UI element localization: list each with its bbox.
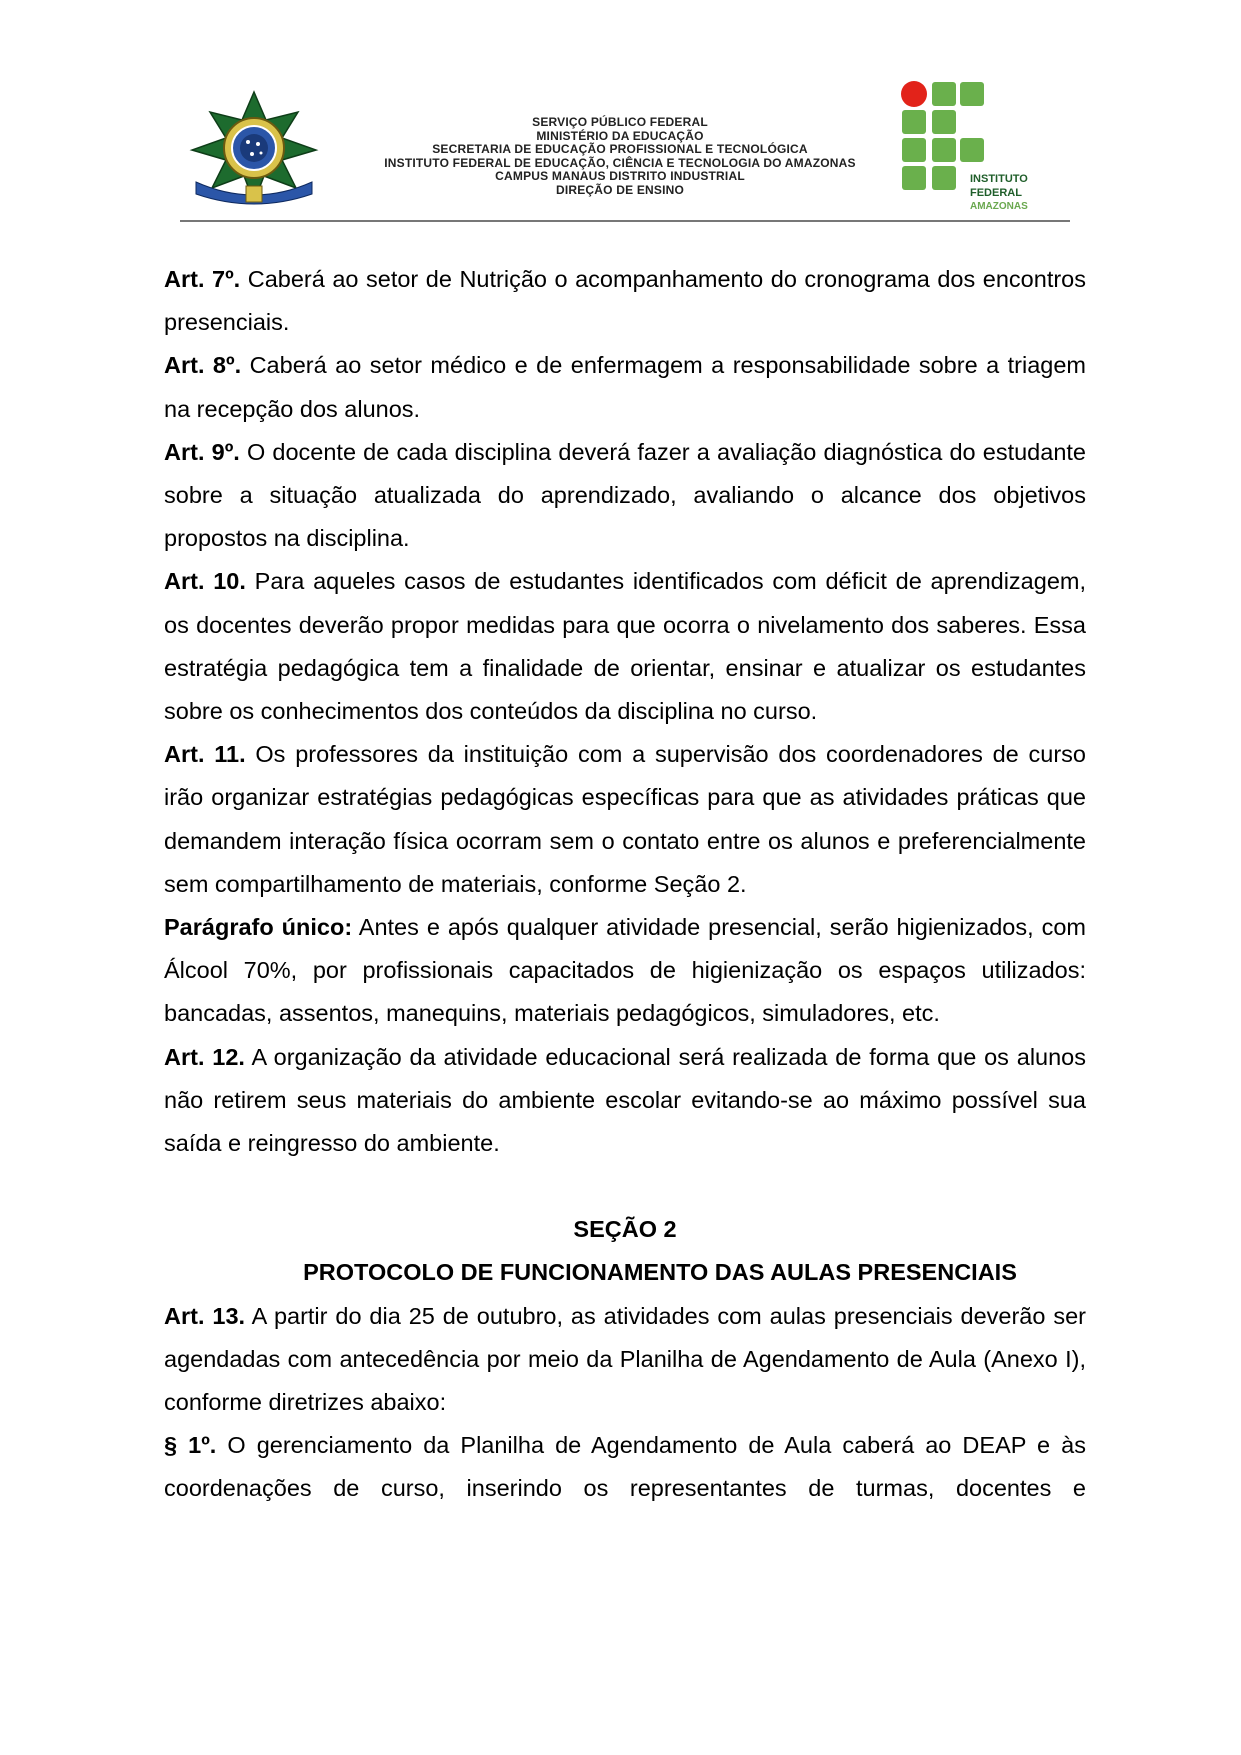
article-label: Art. 7º. bbox=[164, 266, 241, 292]
article-text: Caberá ao setor de Nutrição o acompanhamento do cronograma dos encontros presenciais. bbox=[164, 266, 1086, 336]
header-line: INSTITUTO FEDERAL DE EDUCAÇÃO, CIÊNCIA E TECNOLOGIA DO AMAZONAS bbox=[384, 155, 856, 170]
ifam-logo-line-1: INSTITUTO FEDERAL bbox=[970, 173, 1028, 199]
header-divider bbox=[180, 220, 1070, 222]
ifam-logo-text bbox=[970, 172, 1070, 214]
article-paragraph bbox=[164, 560, 1086, 733]
article-label: Art. 8º. bbox=[164, 352, 242, 379]
article-text: A organização da atividade educacional será realizada de forma que os alunos não retirem seus materiais do ambiente escolar evitando-se ao máximo possível sua saída e reingresso do ambiente. bbox=[164, 1043, 1086, 1157]
article-paragraph bbox=[164, 258, 1086, 344]
header-line: MINISTÉRIO DA EDUCAÇÃO bbox=[536, 128, 704, 143]
article-paragraph bbox=[164, 1036, 1086, 1166]
ifam-logo-line-2: AMAZONAS bbox=[970, 201, 1028, 212]
article-paragraph bbox=[164, 1295, 1086, 1425]
article-label: § 1º. bbox=[164, 1432, 217, 1459]
article-label: Art. 10. bbox=[164, 568, 246, 595]
article-paragraph bbox=[164, 733, 1086, 906]
article-label: Art. 11. bbox=[164, 741, 246, 768]
brazil-coat-of-arms-icon bbox=[186, 90, 322, 208]
article-paragraph bbox=[164, 431, 1086, 561]
article-text: O gerenciamento da Planilha de Agendamento de Aula caberá ao DEAP e às coordenações de curso, inserindo os representantes de turmas, docentes e bbox=[164, 1432, 1086, 1502]
header-line: DIREÇÃO DE ENSINO bbox=[555, 182, 685, 197]
document-header bbox=[180, 70, 1070, 220]
header-line: SERVIÇO PÚBLICO FEDERAL bbox=[532, 115, 708, 129]
section-title: PROTOCOLO DE FUNCIONAMENTO DAS AULAS PRESENCIAIS bbox=[303, 1259, 1017, 1286]
section-spacer bbox=[164, 1165, 1086, 1208]
article-label: Art. 13. bbox=[164, 1302, 246, 1329]
article-label: Art. 12. bbox=[164, 1043, 245, 1070]
article-label: Art. 9º. bbox=[164, 438, 240, 465]
document-body bbox=[164, 258, 1086, 1511]
article-paragraph bbox=[164, 344, 1086, 430]
header-line: CAMPUS MANAUS DISTRITO INDUSTRIAL bbox=[495, 169, 745, 183]
article-paragraph bbox=[164, 906, 1086, 1036]
article-text: Caberá ao setor médico e de enfermagem a responsabilidade sobre a triagem na recepção dos alunos. bbox=[164, 352, 1086, 422]
article-text: Os professores da instituição com a supervisão dos coordenadores de curso irão organizar estratégias pedagógicas específicas para que as atividades práticas que demandem interação física ocorram sem o contato entre os alunos e preferencialmente sem compartilhamento de materiais, conforme Seção 2. bbox=[164, 741, 1086, 897]
article-text: Para aqueles casos de estudantes identificados com déficit de aprendizagem, os docentes deverão propor medidas para que ocorra o nivelamento dos saberes. Essa estratégia pedagógica tem a finalidade de orientar, ensinar e atualizar os estudantes sobre os conhecimentos dos conteúdos da disciplina no curso. bbox=[164, 568, 1086, 725]
header-institution-text bbox=[360, 116, 880, 197]
article-text: A partir do dia 25 de outubro, as atividades com aulas presenciais deverão ser agendadas com antecedência por meio da Planilha de Agendamento de Aula (Anexo I), conforme diretrizes abaixo: bbox=[164, 1302, 1086, 1416]
article-label: Parágrafo único: bbox=[164, 914, 353, 941]
article-text: Antes e após qualquer atividade presencial, serão higienizados, com Álcool 70%, por profissionais capacitados de higienização os espaços utilizados: bancadas, assentos, manequins, materiais pedagógicos, simuladores, etc. bbox=[164, 914, 1086, 1027]
section-number: SEÇÃO 2 bbox=[573, 1216, 677, 1243]
article-paragraph bbox=[164, 1424, 1086, 1510]
article-text: O docente de cada disciplina deverá fazer a avaliação diagnóstica do estudante sobre a situação atualizada do aprendizado, avaliando o alcance dos objetivos propostos na disciplina. bbox=[164, 438, 1086, 552]
header-line: SECRETARIA DE EDUCAÇÃO PROFISSIONAL E TECNOLÓGICA bbox=[432, 142, 808, 156]
